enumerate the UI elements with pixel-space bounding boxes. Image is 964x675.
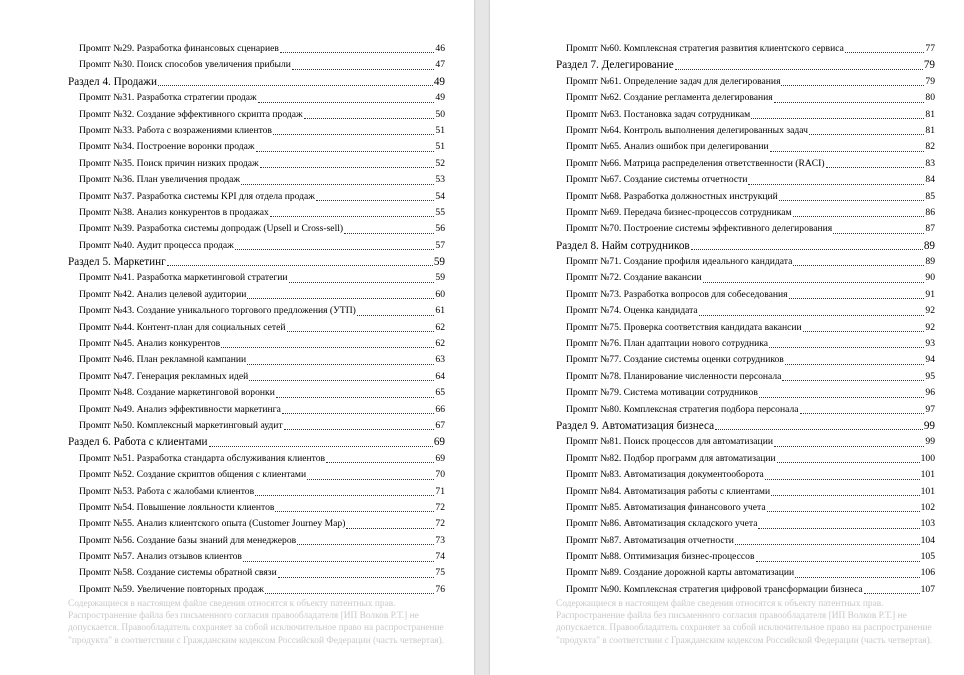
- toc-prompt-entry[interactable]: [490, 156, 964, 172]
- toc-page-number: 51: [435, 124, 445, 136]
- toc-dot-leader: [289, 282, 435, 283]
- toc-entry-title: Промпт №42. Анализ целевой аудитории: [79, 288, 247, 300]
- toc-dot-leader: [782, 380, 924, 381]
- toc-dot-leader: [221, 347, 434, 348]
- document-page-left: [0, 0, 474, 675]
- toc-page-number: 74: [435, 551, 445, 563]
- toc-page-number: 85: [925, 190, 935, 202]
- toc-prompt-entry[interactable]: [0, 533, 474, 549]
- toc-page-number: 99: [923, 419, 935, 432]
- toc-page-number: 61: [435, 305, 445, 317]
- toc-entry-title: Промпт №64. Контроль выполнения делегированных задач: [566, 124, 808, 136]
- toc-dot-leader: [247, 364, 434, 365]
- toc-entry-title: Раздел 7. Делегирование: [556, 59, 674, 72]
- toc-dot-leader: [280, 52, 435, 53]
- toc-dot-leader: [803, 331, 925, 332]
- toc-page-number: 63: [435, 354, 445, 366]
- toc-prompt-entry[interactable]: [490, 139, 964, 155]
- toc-dot-leader: [265, 593, 434, 594]
- toc-dot-leader: [255, 495, 434, 496]
- toc-page-number: 104: [920, 534, 935, 546]
- toc-prompt-entry[interactable]: [490, 484, 964, 500]
- toc-entry-title: Промпт №73. Разработка вопросов для собеседования: [566, 288, 788, 300]
- toc-entry-title: Промпт №55. Анализ клиентского опыта (Customer Journey Map): [79, 518, 346, 530]
- toc-page-number: 80: [925, 92, 935, 104]
- toc-page-number: 99: [925, 436, 935, 448]
- toc-entry-title: Промпт №66. Матрица распределения ответственности (RACI): [566, 157, 825, 169]
- toc-page-number: 76: [435, 583, 445, 595]
- toc-dot-leader: [158, 85, 433, 86]
- toc-entry-title: Промпт №53. Работа с жалобами клиентов: [79, 485, 255, 497]
- toc-prompt-entry[interactable]: [490, 434, 964, 450]
- toc-prompt-entry[interactable]: [0, 484, 474, 500]
- toc-entry-title: Промпт №77. Создание системы оценки сотрудников: [566, 354, 784, 366]
- toc-dot-leader: [235, 249, 435, 250]
- toc-prompt-entry[interactable]: [0, 156, 474, 172]
- toc-entry-title: Промпт №80. Комплексная стратегия подбора персонала: [566, 403, 799, 415]
- toc-prompt-entry[interactable]: [490, 451, 964, 467]
- toc-entry-title: Промпт №90. Комплексная стратегия цифровой трансформации бизнеса: [566, 583, 863, 595]
- toc-prompt-entry[interactable]: [0, 57, 474, 73]
- toc-prompt-entry[interactable]: [490, 582, 964, 598]
- toc-page-number: 54: [435, 190, 445, 202]
- toc-dot-leader: [249, 380, 434, 381]
- toc-page-number: 100: [920, 452, 935, 464]
- toc-dot-leader: [275, 511, 434, 512]
- toc-page-number: 90: [925, 272, 935, 284]
- toc-dot-leader: [864, 593, 920, 594]
- toc-prompt-entry[interactable]: [490, 254, 964, 270]
- toc-page-number: 75: [435, 567, 445, 579]
- toc-prompt-entry[interactable]: [0, 123, 474, 139]
- toc-entry-title: Промпт №40. Аудит процесса продаж: [79, 239, 234, 251]
- toc-entry-title: Промпт №63. Постановка задач сотрудникам: [566, 108, 751, 120]
- toc-page-number: 87: [925, 223, 935, 235]
- toc-prompt-entry[interactable]: [490, 533, 964, 549]
- toc-page-number: 93: [925, 338, 935, 350]
- toc-entry-title: Промпт №61. Определение задач для делегирования: [566, 75, 781, 87]
- toc-dot-leader: [675, 69, 923, 70]
- toc-dot-leader: [297, 544, 434, 545]
- toc-section-entry[interactable]: [0, 434, 474, 450]
- document-page-right: [490, 0, 964, 675]
- toc-entry-title: Промпт №56. Создание базы знаний для менеджеров: [79, 534, 297, 546]
- toc-entry-title: Промпт №84. Автоматизация работы с клиентами: [566, 485, 771, 497]
- toc-entry-title: Промпт №75. Проверка соответствия кандидата вакансии: [566, 321, 802, 333]
- toc-page-number: 52: [435, 157, 445, 169]
- toc-prompt-entry[interactable]: [490, 107, 964, 123]
- toc-entry-title: Промпт №85. Автоматизация финансового учета: [566, 501, 766, 513]
- toc-page-number: 72: [435, 518, 445, 530]
- toc-page-number: 65: [435, 387, 445, 399]
- toc-prompt-entry[interactable]: [490, 172, 964, 188]
- toc-entry-title: Промпт №79. Система мотивации сотрудников: [566, 387, 758, 399]
- toc-page-number: 105: [920, 551, 935, 563]
- toc-page-number: 46: [435, 42, 445, 54]
- toc-prompt-entry[interactable]: [0, 41, 474, 57]
- toc-prompt-entry[interactable]: [0, 418, 474, 434]
- toc-entry-title: Промпт №54. Повышение лояльности клиентов: [79, 501, 275, 513]
- toc-dot-leader: [243, 561, 434, 562]
- toc-entry-title: Промпт №32. Создание эффективного скрипта продаж: [79, 108, 303, 120]
- toc-dot-leader: [759, 397, 925, 398]
- toc-dot-leader: [260, 167, 435, 168]
- toc-prompt-entry[interactable]: [0, 402, 474, 418]
- toc-dot-leader: [715, 429, 923, 430]
- toc-page-number: 79: [925, 75, 935, 87]
- toc-page-number: 89: [925, 256, 935, 268]
- toc-dot-leader: [833, 233, 924, 234]
- toc-prompt-entry[interactable]: [0, 516, 474, 532]
- toc-page-number: 95: [925, 370, 935, 382]
- toc-entry-title: Промпт №69. Передача бизнес-процессов сотрудникам: [566, 206, 792, 218]
- toc-page-number: 89: [923, 239, 935, 252]
- toc-entry-title: Промпт №41. Разработка маркетинговой стратегии: [79, 272, 288, 284]
- toc-page-number: 57: [435, 239, 445, 251]
- toc-section-entry[interactable]: [490, 238, 964, 254]
- toc-dot-leader: [774, 446, 924, 447]
- toc-entry-title: Раздел 4. Продажи: [68, 75, 157, 88]
- toc-entry-title: Промпт №65. Анализ ошибок при делегировании: [566, 141, 769, 153]
- toc-page-number: 56: [435, 223, 445, 235]
- toc-prompt-entry[interactable]: [490, 385, 964, 401]
- table-of-contents: [490, 41, 964, 598]
- toc-dot-leader: [845, 52, 925, 53]
- toc-prompt-entry[interactable]: [0, 566, 474, 582]
- toc-page-number: 97: [925, 403, 935, 415]
- toc-page-number: 49: [433, 75, 445, 88]
- toc-dot-leader: [769, 347, 924, 348]
- toc-entry-title: Промпт №78. Планирование численности персонала: [566, 370, 782, 382]
- toc-prompt-entry[interactable]: [490, 467, 964, 483]
- toc-dot-leader: [809, 134, 924, 135]
- toc-entry-title: Промпт №34. Построение воронки продаж: [79, 141, 255, 153]
- toc-entry-title: Промпт №60. Комплексная стратегия развития клиентского сервиса: [566, 42, 844, 54]
- toc-entry-title: Раздел 5. Маркетинг: [68, 256, 166, 269]
- toc-dot-leader: [767, 511, 920, 512]
- toc-page-number: 51: [435, 141, 445, 153]
- toc-entry-title: Промпт №43. Создание уникального торгового предложения (УТП): [79, 305, 356, 317]
- toc-entry-title: Промпт №30. Поиск способов увеличения прибыли: [79, 59, 291, 71]
- toc-entry-title: Промпт №83. Автоматизация документооборота: [566, 469, 764, 481]
- toc-dot-leader: [774, 102, 925, 103]
- toc-page-number: 92: [925, 321, 935, 333]
- toc-page-number: 81: [925, 108, 935, 120]
- toc-dot-leader: [326, 462, 434, 463]
- toc-entry-title: Промпт №36. План увеличения продаж: [79, 174, 241, 186]
- toc-dot-leader: [691, 249, 923, 250]
- toc-page-number: 72: [435, 501, 445, 513]
- toc-page-number: 103: [920, 518, 935, 530]
- toc-entry-title: Промпт №58. Создание системы обратной связи: [79, 567, 277, 579]
- toc-prompt-entry[interactable]: [0, 238, 474, 254]
- toc-page-number: 92: [925, 305, 935, 317]
- toc-prompt-entry[interactable]: [490, 549, 964, 565]
- toc-dot-leader: [800, 413, 925, 414]
- toc-dot-leader: [793, 265, 924, 266]
- toc-prompt-entry[interactable]: [490, 189, 964, 205]
- toc-page-number: 73: [435, 534, 445, 546]
- toc-dot-leader: [699, 315, 925, 316]
- toc-section-entry[interactable]: [490, 57, 964, 73]
- toc-page-number: 47: [435, 59, 445, 71]
- toc-entry-title: Промпт №49. Анализ эффективности маркетинга: [79, 403, 281, 415]
- toc-entry-title: Промпт №47. Генерация рекламных идей: [79, 370, 249, 382]
- toc-page-number: 60: [435, 288, 445, 300]
- toc-entry-title: Промпт №82. Подбор программ для автоматизации: [566, 452, 776, 464]
- copyright-notice: Содержащиеся в настоящем файле сведения относятся к объекту патентных прав. Распространение файла без письменного согласия правообладателя [ИП Волков Р.Т.] не допускается. Правообладатель сохраняет за собой исключительное право на распространение "продукта" в соответствии с Гражданским кодексом Российской Федерации (часть четвертая).: [68, 599, 445, 646]
- toc-prompt-entry[interactable]: [490, 336, 964, 352]
- toc-page-number: 66: [435, 403, 445, 415]
- toc-section-entry[interactable]: [490, 418, 964, 434]
- toc-page-number: 71: [435, 485, 445, 497]
- toc-page-number: 82: [925, 141, 935, 153]
- toc-entry-title: Промпт №35. Поиск причин низких продаж: [79, 157, 259, 169]
- toc-page-number: 59: [433, 256, 445, 269]
- toc-prompt-entry[interactable]: [490, 369, 964, 385]
- toc-prompt-entry[interactable]: [0, 336, 474, 352]
- toc-page-number: 53: [435, 174, 445, 186]
- toc-dot-leader: [826, 167, 925, 168]
- toc-entry-title: Промпт №29. Разработка финансовых сценариев: [79, 42, 279, 54]
- toc-dot-leader: [282, 413, 435, 414]
- toc-entry-title: Промпт №45. Анализ конкурентов: [79, 338, 221, 350]
- toc-entry-title: Раздел 6. Работа с клиентами: [68, 436, 208, 449]
- toc-prompt-entry[interactable]: [490, 205, 964, 221]
- toc-prompt-entry[interactable]: [0, 467, 474, 483]
- toc-dot-leader: [781, 85, 924, 86]
- toc-prompt-entry[interactable]: [0, 385, 474, 401]
- toc-dot-leader: [765, 479, 920, 480]
- toc-prompt-entry[interactable]: [490, 123, 964, 139]
- toc-prompt-entry[interactable]: [0, 549, 474, 565]
- toc-dot-leader: [703, 282, 925, 283]
- toc-dot-leader: [751, 118, 924, 119]
- toc-dot-leader: [785, 364, 925, 365]
- toc-entry-title: Промпт №33. Работа с возражениями клиентов: [79, 124, 272, 136]
- toc-dot-leader: [307, 479, 434, 480]
- toc-entry-title: Промпт №57. Анализ отзывов клиентов: [79, 551, 242, 563]
- toc-dot-leader: [777, 462, 920, 463]
- toc-page-number: 101: [920, 469, 935, 481]
- toc-page-number: 50: [435, 108, 445, 120]
- toc-dot-leader: [209, 446, 433, 447]
- toc-dot-leader: [247, 298, 434, 299]
- toc-page-number: 77: [925, 42, 935, 54]
- toc-page-number: 59: [435, 272, 445, 284]
- table-of-contents: [0, 41, 474, 598]
- toc-prompt-entry[interactable]: [0, 90, 474, 106]
- toc-page-number: 91: [925, 288, 935, 300]
- toc-page-number: 49: [435, 92, 445, 104]
- toc-prompt-entry[interactable]: [490, 90, 964, 106]
- toc-dot-leader: [276, 397, 435, 398]
- toc-page-number: 55: [435, 206, 445, 218]
- toc-dot-leader: [287, 331, 435, 332]
- toc-entry-title: Раздел 8. Найм сотрудников: [556, 239, 690, 252]
- toc-dot-leader: [795, 577, 919, 578]
- toc-page-number: 83: [925, 157, 935, 169]
- toc-prompt-entry[interactable]: [0, 221, 474, 237]
- toc-dot-leader: [284, 429, 435, 430]
- toc-dot-leader: [167, 265, 433, 266]
- toc-page-number: 102: [920, 501, 935, 513]
- toc-prompt-entry[interactable]: [490, 287, 964, 303]
- toc-prompt-entry[interactable]: [0, 139, 474, 155]
- toc-entry-title: Промпт №31. Разработка стратегии продаж: [79, 92, 257, 104]
- toc-prompt-entry[interactable]: [0, 107, 474, 123]
- toc-prompt-entry[interactable]: [0, 582, 474, 598]
- toc-dot-leader: [278, 577, 435, 578]
- toc-page-number: 62: [435, 321, 445, 333]
- toc-dot-leader: [357, 315, 435, 316]
- toc-dot-leader: [735, 544, 920, 545]
- toc-entry-title: Промпт №70. Построение системы эффективного делегирования: [566, 223, 833, 235]
- toc-entry-title: Промпт №48. Создание маркетинговой воронки: [79, 387, 275, 399]
- toc-page-number: 70: [435, 469, 445, 481]
- toc-dot-leader: [770, 151, 925, 152]
- toc-page-number: 94: [925, 354, 935, 366]
- toc-dot-leader: [779, 200, 925, 201]
- toc-dot-leader: [771, 495, 920, 496]
- toc-prompt-entry[interactable]: [0, 451, 474, 467]
- toc-dot-leader: [241, 184, 434, 185]
- toc-entry-title: Промпт №52. Создание скриптов общения с клиентами: [79, 469, 307, 481]
- toc-prompt-entry[interactable]: [0, 369, 474, 385]
- toc-entry-title: Промпт №44. Контент-план для социальных сетей: [79, 321, 286, 333]
- toc-entry-title: Промпт №71. Создание профиля идеального кандидата: [566, 256, 793, 268]
- toc-entry-title: Промпт №62. Создание регламента делегирования: [566, 92, 773, 104]
- toc-dot-leader: [292, 69, 435, 70]
- toc-prompt-entry[interactable]: [0, 352, 474, 368]
- toc-prompt-entry[interactable]: [0, 287, 474, 303]
- toc-entry-title: Раздел 9. Автоматизация бизнеса: [556, 419, 715, 432]
- toc-prompt-entry[interactable]: [490, 566, 964, 582]
- toc-entry-title: Промпт №51. Разработка стандарта обслуживания клиентов: [79, 452, 326, 464]
- toc-prompt-entry[interactable]: [0, 189, 474, 205]
- toc-dot-leader: [316, 200, 434, 201]
- toc-prompt-entry[interactable]: [490, 352, 964, 368]
- toc-dot-leader: [256, 151, 435, 152]
- toc-entry-title: Промпт №59. Увеличение повторных продаж: [79, 583, 264, 595]
- toc-entry-title: Промпт №50. Комплексный маркетинговый аудит: [79, 419, 283, 431]
- toc-dot-leader: [793, 216, 925, 217]
- toc-entry-title: Промпт №89. Создание дорожной карты автоматизации: [566, 567, 795, 579]
- toc-dot-leader: [258, 102, 435, 103]
- toc-entry-title: Промпт №88. Оптимизация бизнес-процессов: [566, 551, 755, 563]
- toc-page-number: 62: [435, 338, 445, 350]
- toc-prompt-entry[interactable]: [490, 74, 964, 90]
- toc-prompt-entry[interactable]: [0, 320, 474, 336]
- toc-prompt-entry[interactable]: [490, 320, 964, 336]
- toc-entry-title: Промпт №87. Автоматизация отчетности: [566, 534, 734, 546]
- toc-page-number: 69: [433, 436, 445, 449]
- toc-prompt-entry[interactable]: [0, 172, 474, 188]
- toc-dot-leader: [344, 233, 434, 234]
- toc-entry-title: Промпт №67. Создание системы отчетности: [566, 174, 748, 186]
- toc-entry-title: Промпт №37. Разработка системы KPI для отдела продаж: [79, 190, 315, 202]
- toc-page-number: 64: [435, 370, 445, 382]
- toc-entry-title: Промпт №81. Поиск процессов для автоматизации: [566, 436, 773, 448]
- toc-prompt-entry[interactable]: [0, 270, 474, 286]
- toc-prompt-entry[interactable]: [490, 500, 964, 516]
- toc-prompt-entry[interactable]: [0, 205, 474, 221]
- toc-dot-leader: [756, 561, 920, 562]
- toc-entry-title: Промпт №72. Создание вакансии: [566, 272, 702, 284]
- toc-dot-leader: [758, 528, 919, 529]
- toc-prompt-entry[interactable]: [490, 221, 964, 237]
- toc-page-number: 69: [435, 452, 445, 464]
- toc-page-number: 101: [920, 485, 935, 497]
- toc-entry-title: Промпт №46. План рекламной кампании: [79, 354, 247, 366]
- toc-prompt-entry[interactable]: [490, 270, 964, 286]
- toc-prompt-entry[interactable]: [490, 516, 964, 532]
- toc-entry-title: Промпт №86. Автоматизация складского учета: [566, 518, 758, 530]
- toc-page-number: 79: [923, 59, 935, 72]
- toc-page-number: 81: [925, 124, 935, 136]
- toc-page-number: 67: [435, 419, 445, 431]
- toc-dot-leader: [273, 134, 434, 135]
- toc-dot-leader: [789, 298, 925, 299]
- toc-prompt-entry[interactable]: [0, 500, 474, 516]
- toc-prompt-entry[interactable]: [490, 402, 964, 418]
- toc-prompt-entry[interactable]: [0, 303, 474, 319]
- toc-page-number: 84: [925, 174, 935, 186]
- toc-dot-leader: [748, 184, 924, 185]
- toc-prompt-entry[interactable]: [490, 41, 964, 57]
- toc-prompt-entry[interactable]: [490, 303, 964, 319]
- toc-section-entry[interactable]: [0, 254, 474, 270]
- toc-dot-leader: [346, 528, 434, 529]
- toc-entry-title: Промпт №38. Анализ конкурентов в продажах: [79, 206, 269, 218]
- toc-page-number: 106: [920, 567, 935, 579]
- toc-page-number: 96: [925, 387, 935, 399]
- toc-dot-leader: [270, 216, 435, 217]
- copyright-notice: Содержащиеся в настоящем файле сведения относятся к объекту патентных прав. Распространение файла без письменного согласия правообладателя [ИП Волков Р.Т.] не допускается. Правообладатель сохраняет за собой исключительное право на распространение "продукта" в соответствии с Гражданским кодексом Российской Федерации (часть четвертая).: [556, 599, 933, 646]
- toc-entry-title: Промпт №74. Оценка кандидата: [566, 305, 698, 317]
- toc-entry-title: Промпт №39. Разработка системы допродаж (Upsell и Cross-sell): [79, 223, 344, 235]
- toc-page-number: 107: [920, 583, 935, 595]
- toc-entry-title: Промпт №76. План адаптации нового сотрудника: [566, 338, 769, 350]
- toc-dot-leader: [304, 118, 435, 119]
- toc-page-number: 86: [925, 206, 935, 218]
- toc-section-entry[interactable]: [0, 74, 474, 90]
- toc-entry-title: Промпт №68. Разработка должностных инструкций: [566, 190, 778, 202]
